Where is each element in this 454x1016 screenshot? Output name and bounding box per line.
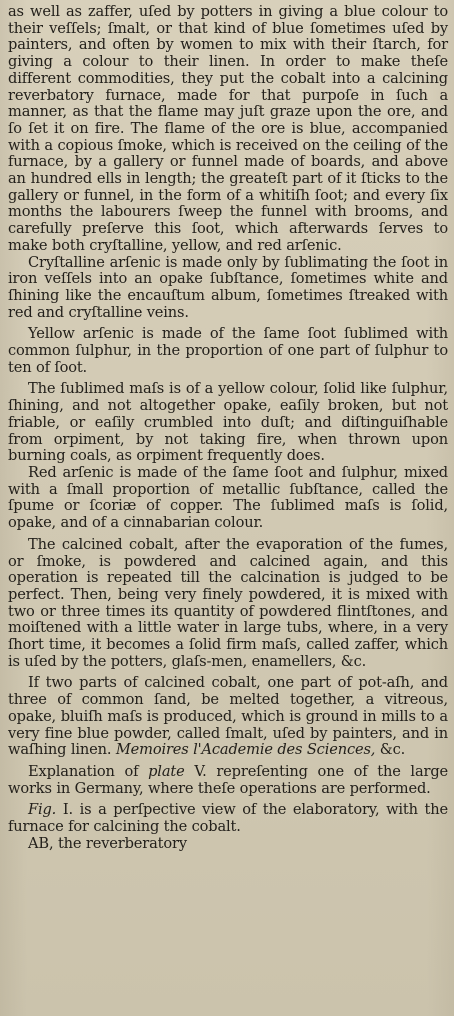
paragraph-red-arsenic bbox=[8, 465, 448, 532]
paragraph-sublimed-mass bbox=[8, 381, 448, 465]
paragraph-text: Red arſenic is made of the ſame ſoot and ſulphur, mixed with a ſmall proportion of metallic ſubſtance, called the ſpume or ſcoriæ of copper. The ſublimed maſs is ſolid, opake, and of a cinnabarian colour. bbox=[8, 463, 448, 532]
paragraph-text: as well as zaffer, uſed by potters in giving a blue colour to their veſſels; ſmalt, or that kind of blue ſometimes uſed by painters, and often by women to mix with their ſtarch, for giving a colour to their linen. In order to make theſe different commodities, they put the cobalt into a calcining reverbatory furnace, made for that purpoſe in ſuch a manner, as that the flame may juſt graze upon the ore, and ſo ſet it on fire. The flame of the ore is blue, accompanied with a copious ſmoke, which is received on the ceiling of the furnace, by a gallery or funnel made of boards, and above an hundred ells in length; the greateſt part of it ſticks to the gallery or funnel, in the form of a whitiſh ſoot; and every ſix months the labourers ſweep the funnel with brooms, and carefully preſerve this ſoot, which afterwards ſerves to make both cryſtalline, yellow, and red arſenic. bbox=[8, 3, 448, 254]
paragraph-text: The calcined cobalt, after the evaporation of the fumes, or ſmoke, is powdered and calcined again, and this operation is repeated till the calcination is judged to be perfect. Then, being very finely powdered, it is mixed with two or three times its quantity of powdered flintſtones, and moiſtened with a little water in large tubs, where, in a very ſhort time, it becomes a ſolid firm maſs, called zaffer, which is uſed by the potters, glaſs-men, enamellers, &c. bbox=[8, 535, 448, 670]
citation-suffix: &c. bbox=[379, 741, 406, 759]
fig-description: I. is a perſpective view of the elaboratory, with the furnace for calcining the cobalt. bbox=[8, 801, 448, 836]
paragraph-text: AB, the reverberatory bbox=[28, 834, 187, 852]
paragraph-cobalt-process bbox=[8, 4, 448, 255]
paragraph-text: If two parts of calcined cobalt, one part of pot-aſh, and three of common ſand, be melted together, a vitreous, opake, bluiſh maſs is produced, which is ground in mills to a very fine blue powder, called ſmalt, uſed by painters, and in waſhing linen. bbox=[8, 674, 448, 759]
explanation-rest: V. repreſenting one of the large works in Germany, where theſe operations are performed. bbox=[8, 762, 449, 797]
paragraph-smalt bbox=[8, 675, 448, 759]
fig-label: Fig. bbox=[28, 801, 57, 819]
plate-label: plate bbox=[148, 762, 185, 780]
paragraph-text: Cryſtalline arſenic is made only by ſublimating the ſoot in iron veſſels into an opake ſubſtance, ſometimes white and ſhining like the encauſtum album, ſometimes ſtreaked with red and cryſtalline veins. bbox=[8, 253, 448, 321]
paragraph-explanation bbox=[8, 764, 448, 797]
paragraph-text: The ſublimed maſs is of a yellow colour, ſolid like ſulphur, ſhining, and not altogether opake, eaſily broken, but not friable, or eaſily crumbled into duſt; and diſtinguiſhable from orpiment, by not taking fire, when thrown upon burning coals, as orpiment frequently does. bbox=[8, 380, 448, 465]
paragraph-calcined-cobalt bbox=[8, 537, 448, 671]
explanation-lead: Explanation of bbox=[28, 762, 139, 780]
paragraph-ab-partial bbox=[8, 836, 448, 853]
paragraph-yellow-arsenic bbox=[8, 326, 448, 376]
paragraph-text: Yellow arſenic is made of the ſame ſoot ſublimed with common ſulphur, in the proportion of one part of ſulphur to ten of ſoot. bbox=[8, 325, 448, 376]
paragraph-crystalline-arsenic bbox=[8, 255, 448, 322]
paragraph-fig-1 bbox=[8, 802, 448, 835]
citation-memoires: Memoires l'Academie des Sciences, bbox=[115, 741, 376, 759]
